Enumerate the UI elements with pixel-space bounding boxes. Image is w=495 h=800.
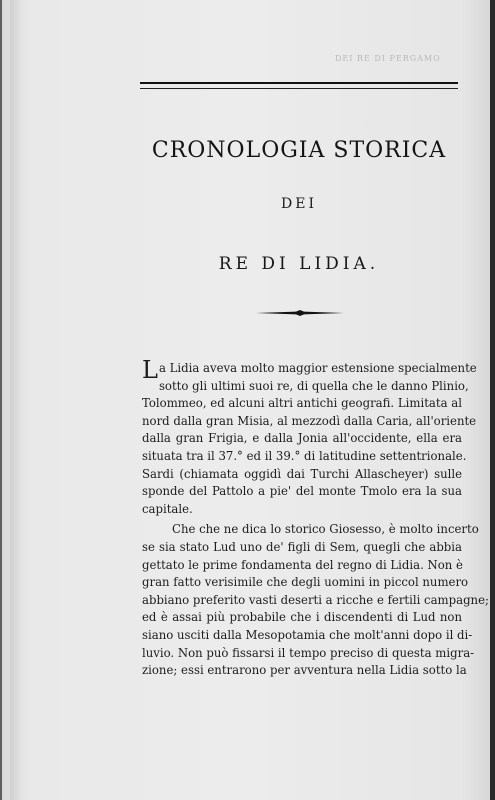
text-line: capitale. — [142, 501, 193, 516]
text-line: gran fatto verisimile che degli uomini in piccol numero — [142, 575, 469, 590]
ornament-rule — [256, 309, 344, 317]
scan-edge — [490, 0, 495, 800]
text-line: se sia stato Lud uno de' figli di Sem, quegli che abbia — [142, 539, 462, 554]
page-fold-shadow — [10, 0, 22, 800]
text-line: luvio. Non può fissarsi il tempo preciso di questa migra- — [142, 645, 475, 660]
text-line: gettato le prime fondamenta del regno di Lidia. Non è — [142, 557, 463, 572]
text-line: abbiano preferito vasti deserti a ricche e fertili campagne; — [142, 592, 489, 607]
running-head: DEI RE DI PERGAMO — [335, 54, 441, 63]
body-text — [142, 356, 489, 680]
header-rule-thin — [140, 88, 458, 89]
text-line: ed è assai più probabile che i discendenti di Lud non — [142, 610, 462, 625]
text-line: sponde del Pattolo a pie' del monte Tmolo era la sua — [142, 484, 462, 499]
text-line: siano usciti dalla Mesopotamia che molt'anni dopo il di- — [142, 627, 473, 642]
text-line: dalla gran Frigia, e dalla Jonia all'occidente, ella era — [142, 431, 462, 446]
title-line-2: DEI — [281, 196, 317, 212]
text-line: situata tra il 37.° ed il 39.° di latitudine settentrionale. — [142, 448, 467, 463]
text-line: sotto gli ultimi suoi re, di quella che le danno Plinio, — [158, 378, 469, 393]
text-line: a Lidia aveva molto maggior estensione specialmente — [158, 361, 477, 375]
text-line: Tolommeo, ed alcuni altri antichi geografi. Limitata al — [142, 396, 462, 411]
header-rule — [140, 82, 458, 84]
text-line: Che che ne dica lo storico Giosesso, è molto incerto — [172, 522, 479, 537]
text-line: nord dalla gran Misia, al mezzodì dalla Caria, all'oriente — [142, 413, 477, 428]
text-line: zione; essi entrarono per avventura nella Lidia sotto la — [142, 663, 467, 678]
title-line-1: CRONOLOGIA STORICA — [151, 138, 447, 163]
title-line-3: RE DI LIDIA. — [218, 254, 380, 274]
text-line: Sardi (chiamata oggidì dai Turchi Allascheyer) sulle — [142, 466, 462, 481]
drop-cap: L — [142, 356, 158, 384]
